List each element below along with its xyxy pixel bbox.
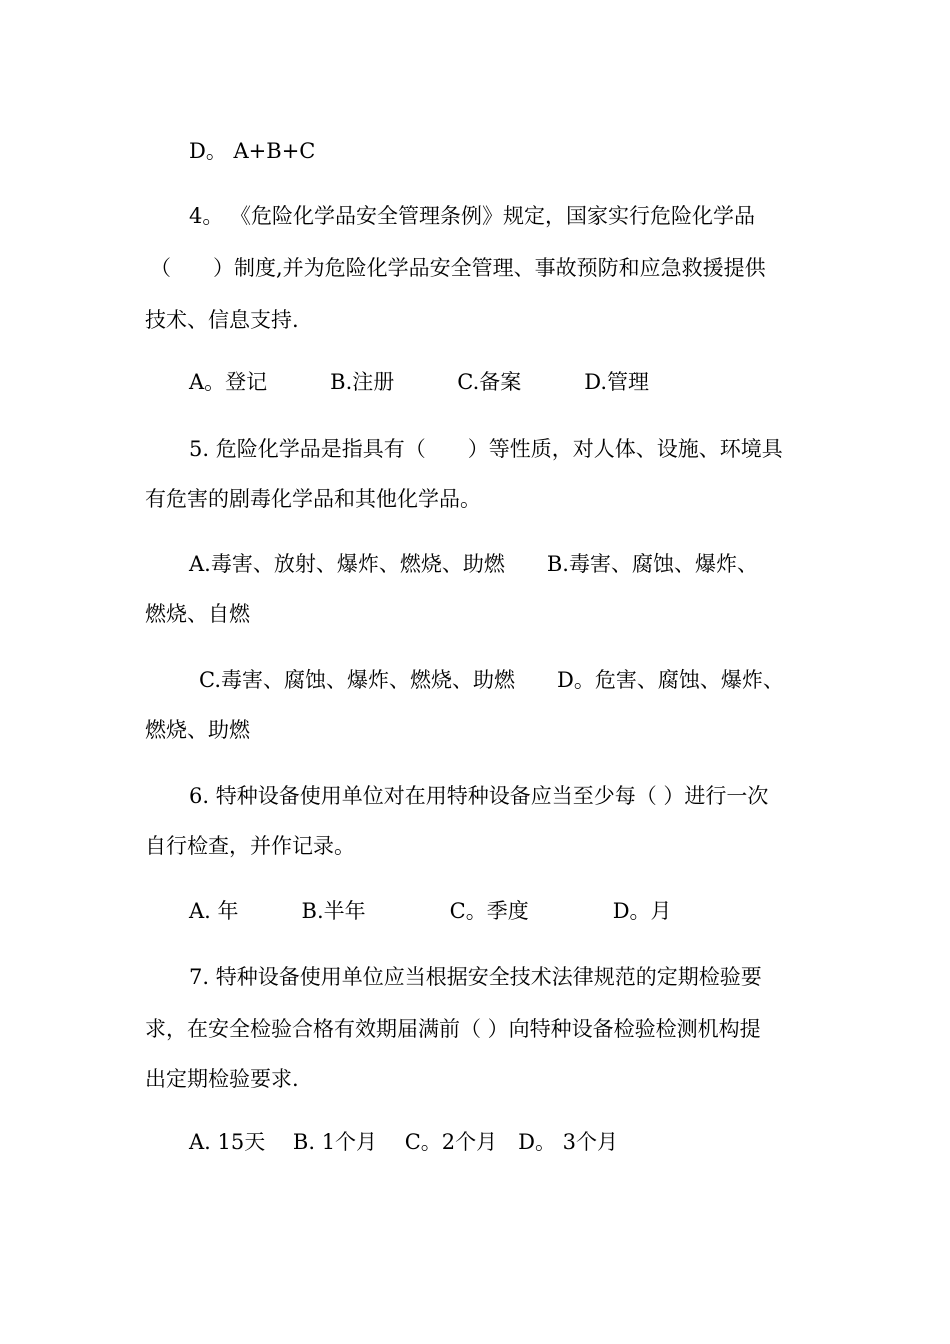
question-6-options: A. 年 B.半年 C。季度 D。月 <box>189 899 672 923</box>
question-4-options: A。登记 B.注册 C.备案 D.管理 <box>189 370 650 394</box>
question-7-line-2: 求，在安全检验合格有效期届满前（ ）向特种设备检验检测机构提 <box>145 1017 761 1041</box>
question-7-options: A. 15天 B. 1个月 C。2个月 D。 3个月 <box>189 1130 619 1154</box>
question-5-line-1: 5. 危险化学品是指具有（ ）等性质，对人体、设施、环境具 <box>189 437 783 461</box>
question-5-options-cd-cont: 燃烧、助燃 <box>145 718 250 742</box>
question-4-line-3: 技术、信息支持. <box>145 308 299 332</box>
question-4-line-2: （ ）制度,并为危险化学品安全管理、事故预防和应急救援提供 <box>150 256 766 280</box>
question-4-line-1: 4。 《危险化学品安全管理条例》规定，国家实行危险化学品 <box>189 204 756 228</box>
question-7-line-3: 出定期检验要求. <box>145 1067 299 1091</box>
question-5-options-cd: C.毒害、腐蚀、爆炸、燃烧、助燃 D。危害、腐蚀、爆炸、 <box>199 668 784 692</box>
answer-option-3d: D。 A+B+C <box>189 139 316 163</box>
question-5-options-ab: A.毒害、放射、爆炸、燃烧、助燃 B.毒害、腐蚀、爆炸、 <box>189 552 758 576</box>
question-5-line-2: 有危害的剧毒化学品和其他化学品。 <box>145 487 481 511</box>
question-7-line-1: 7. 特种设备使用单位应当根据安全技术法律规范的定期检验要 <box>189 965 762 989</box>
question-6-line-1: 6. 特种设备使用单位对在用特种设备应当至少每（ ）进行一次 <box>189 784 769 808</box>
question-6-line-2: 自行检查，并作记录。 <box>145 834 355 858</box>
question-5-options-ab-cont: 燃烧、自燃 <box>145 602 250 626</box>
